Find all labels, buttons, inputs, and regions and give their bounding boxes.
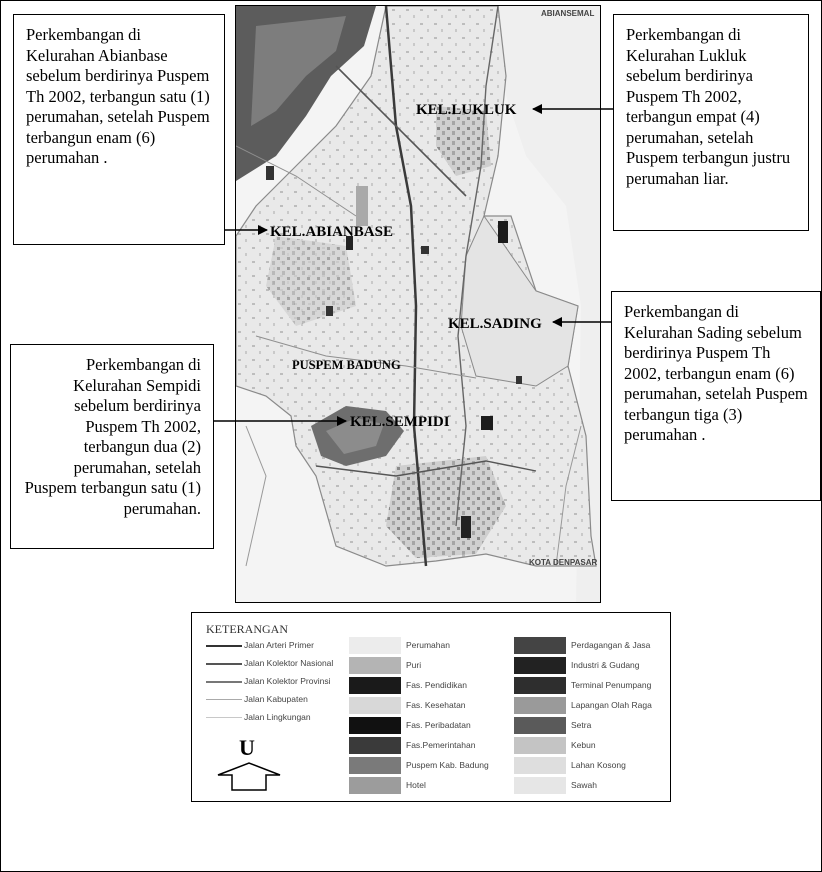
north-label: U [239,735,255,760]
legend-landuse-label: Hotel [406,780,426,790]
legend-landuse-swatch [349,757,401,774]
legend-landuse-swatch [349,657,401,674]
callout-sading-text: Perkembangan di Kelurahan Sading sebelum berdirinya Puspem Th 2002, terbangun enam (6) perumahan, setelah Puspem terbangun tiga (3) perumahan . [624,302,808,444]
label-puspem-badung: PUSPEM BADUNG [292,358,401,372]
legend-landuse-label: Fas. Peribadatan [406,720,471,730]
legend-landuse-label: Puspem Kab. Badung [406,760,489,770]
legend-landuse-label: Lapangan Olah Raga [571,700,652,710]
north-arrow-icon [216,761,282,791]
legend-road-label: Jalan Kolektor Nasional [244,658,334,668]
map-label-kota-denpasar: KOTA DENPASAR [529,558,598,567]
legend-landuse-label: Puri [406,660,422,670]
callout-abianbase-text: Perkembangan di Kelurahan Abianbase sebelum berdirinya Puspem Th 2002, terbangun satu (1) perumahan, setelah Puspem terbangun enam (6) perumahan . [26,25,210,167]
legend-landuse-label: Perdagangan & Jasa [571,640,651,650]
label-kel-sading: KEL.SADING [448,316,542,332]
map[interactable] [235,5,601,603]
legend-landuse-label: Setra [571,720,592,730]
map-label-abiansemal: ABIANSEMAL [541,9,595,18]
legend [191,612,671,802]
legend-landuse-label: Sawah [571,780,597,790]
legend-road-label: Jalan Lingkungan [244,712,311,722]
callout-abianbase [13,14,225,245]
legend-landuse-swatch [514,737,566,754]
legend-landuse-swatch [349,717,401,734]
legend-landuse-label: Fas. Pendidikan [406,680,467,690]
legend-landuse-label: Industri & Gudang [571,660,640,670]
map-graphic [236,6,601,603]
label-kel-lukluk: KEL.LUKLUK [416,102,517,118]
callout-sading [611,291,821,501]
legend-landuse-swatch [514,697,566,714]
legend-landuse-swatch [349,777,401,794]
legend-landuse-label: Kebun [571,740,596,750]
legend-landuse-swatch [514,777,566,794]
legend-landuse-swatch [514,717,566,734]
legend-road-swatch [206,681,242,683]
legend-landuse-swatch [349,677,401,694]
callout-sempidi [10,344,214,549]
legend-landuse-label: Perumahan [406,640,450,650]
legend-road-swatch [206,717,242,718]
label-kel-sempidi: KEL.SEMPIDI [350,414,450,430]
legend-title: KETERANGAN [206,622,288,636]
legend-road-label: Jalan Kolektor Provinsi [244,676,331,686]
legend-landuse-label: Fas. Kesehatan [406,700,466,710]
legend-landuse-swatch [514,657,566,674]
legend-road-swatch [206,663,242,665]
legend-road-swatch [206,699,242,700]
callout-lukluk [613,14,809,231]
callout-lukluk-text: Perkembangan di Kelurahan Lukluk sebelum berdirinya Puspem Th 2002, terbangun empat (4) perumahan, setelah Puspem terbangun justru perumahan liar. [626,25,791,188]
legend-landuse-label: Fas.Pemerintahan [406,740,476,750]
legend-landuse-swatch [349,737,401,754]
legend-landuse-label: Terminal Penumpang [571,680,652,690]
label-kel-abianbase: KEL.ABIANBASE [270,224,393,240]
legend-landuse-swatch [349,637,401,654]
legend-landuse-swatch [514,757,566,774]
legend-road-label: Jalan Kabupaten [244,694,308,704]
legend-road-swatch [206,645,242,647]
legend-landuse-swatch [514,637,566,654]
legend-landuse-swatch [514,677,566,694]
legend-landuse-swatch [349,697,401,714]
callout-sempidi-text: Perkembangan di Kelurahan Sempidi sebelum berdirinya Puspem Th 2002, terbangun dua (2) perumahan, setelah Puspem terbangun satu (1) perumahan. [24,355,201,518]
legend-road-label: Jalan Arteri Primer [244,640,314,650]
legend-landuse-label: Lahan Kosong [571,760,626,770]
